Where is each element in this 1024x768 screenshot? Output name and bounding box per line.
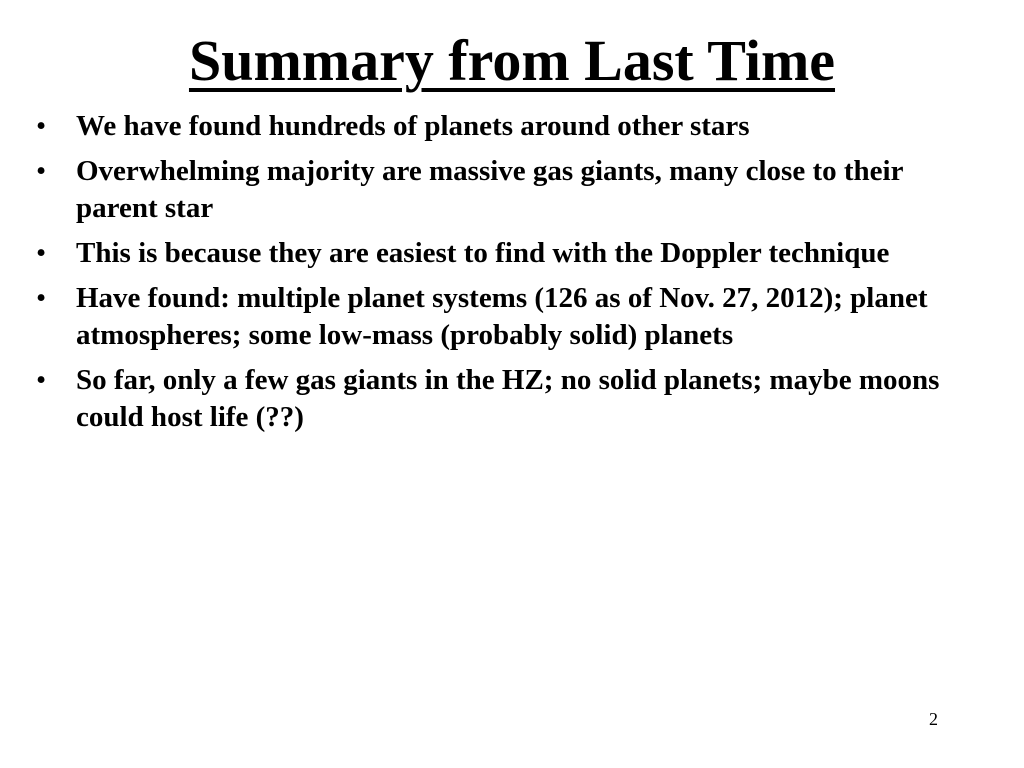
bullet-text: We have found hundreds of planets around other stars xyxy=(76,110,750,142)
bullet-dot-icon: • xyxy=(36,237,47,269)
bullet-text: Have found: multiple planet systems (126 as of Nov. 27, 2012); planet atmospheres; some low-mass (probably solid) planets xyxy=(76,282,928,351)
bullet-list xyxy=(30,108,950,444)
bullet-dot-icon: • xyxy=(36,282,47,314)
bullet-item xyxy=(30,153,950,227)
bullet-dot-icon: • xyxy=(36,110,47,142)
bullet-text: This is because they are easiest to find with the Doppler technique xyxy=(76,237,890,269)
bullet-item xyxy=(30,362,950,436)
bullet-dot-icon: • xyxy=(36,364,47,396)
bullet-item xyxy=(30,108,950,145)
bullet-item xyxy=(30,235,950,272)
bullet-text: Overwhelming majority are massive gas giants, many close to their parent star xyxy=(76,155,903,224)
page-number: 2 xyxy=(929,709,938,729)
bullet-text: So far, only a few gas giants in the HZ; no solid planets; maybe moons could host life (??) xyxy=(76,364,940,433)
bullet-dot-icon: • xyxy=(36,155,47,187)
bullet-item xyxy=(30,280,950,354)
slide-title: Summary from Last Time xyxy=(188,28,836,93)
